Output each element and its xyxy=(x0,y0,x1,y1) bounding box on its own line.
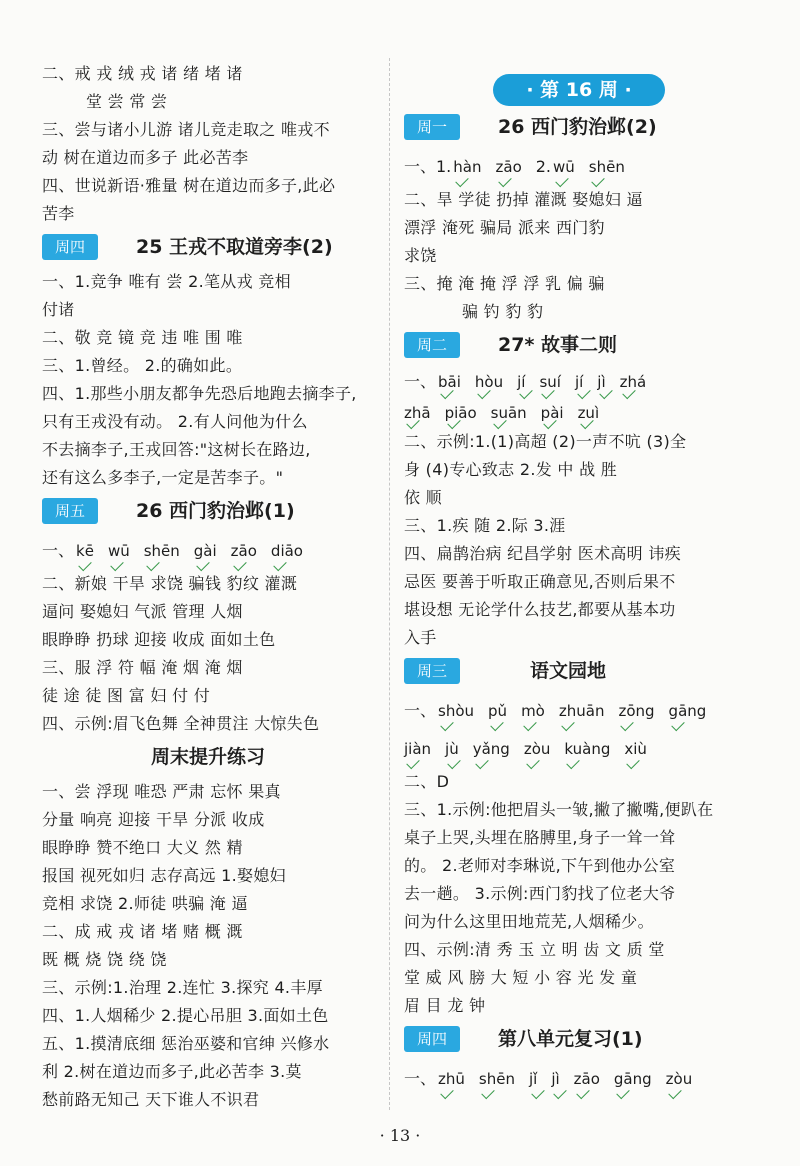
block-r1 xyxy=(404,186,754,326)
block-l4 xyxy=(42,778,374,1114)
block-l1 xyxy=(42,60,374,228)
answer-line: 堪设想 无论学什么技艺,都要从基本功 xyxy=(404,600,676,619)
left-column xyxy=(42,60,374,1114)
answer-line: 苦李 xyxy=(42,204,75,223)
section-header xyxy=(404,112,754,142)
lesson-title: 26 西门豹治邺(1) xyxy=(136,500,295,522)
week-banner: · 第 16 周 · xyxy=(493,74,665,106)
pinyin-answer: hòu xyxy=(475,366,503,398)
answer-line: 眉 目 龙 钟 xyxy=(404,996,486,1015)
pinyin-answer: hàn xyxy=(453,148,481,186)
day-badge: 周四 xyxy=(404,1026,460,1052)
section-header xyxy=(42,742,374,772)
column-divider xyxy=(389,58,390,1110)
day-badge: 周五 xyxy=(42,498,98,524)
answer-line: 漂浮 淹死 骗局 派来 西门豹 xyxy=(404,218,605,237)
answer-line: 堂 威 风 膀 大 短 小 容 光 发 童 xyxy=(404,968,638,987)
pinyin-answer: pài xyxy=(541,398,564,428)
pinyin-answer: piāo xyxy=(445,398,477,428)
pinyin-answer: zhā xyxy=(404,398,431,428)
block-r2 xyxy=(404,428,754,652)
pinyin-row xyxy=(404,148,754,186)
pinyin-answer: kuàng xyxy=(564,730,610,768)
pinyin-answer: suān xyxy=(491,398,527,428)
pinyin-row xyxy=(404,1060,754,1098)
answer-line: 只有王戎没有动。 2.有人问他为什么 xyxy=(42,412,308,431)
pinyin-row xyxy=(404,692,754,730)
pinyin-answer: wū xyxy=(108,532,130,570)
answer-line: 身 (4)专心致志 2.发 中 战 胜 xyxy=(404,460,618,479)
answer-line: 三、服 浮 符 幅 淹 烟 淹 烟 xyxy=(42,658,243,677)
answer-line: 桌子上哭,头埋在胳膊里,身子一耸一耸 xyxy=(404,828,676,847)
answer-line: 二、示例:1.(1)高超 (2)一声不吭 (3)全 xyxy=(404,432,687,451)
answer-line: 不去摘李子,王戎回答:"这树长在路边, xyxy=(42,440,311,459)
question-number: 2. xyxy=(535,157,552,176)
lesson-title: 语文园地 xyxy=(530,660,607,682)
section-header xyxy=(404,1024,754,1054)
pinyin-answer: zāo xyxy=(496,148,522,186)
pinyin-answer: xiù xyxy=(624,730,647,768)
pinyin-answer: shēn xyxy=(589,148,625,186)
pinyin-row xyxy=(404,366,754,398)
answer-line: 二、戒 戎 绒 戎 诸 绪 堵 诸 xyxy=(42,64,243,83)
answer-line: 忌医 要善于听取正确意见,否则后果不 xyxy=(404,572,676,591)
pinyin-row xyxy=(404,398,754,428)
answer-line: 骗 钓 豹 豹 xyxy=(462,302,544,321)
pinyin-answer: jiàn xyxy=(404,730,431,768)
answer-line: 二、旱 学徒 扔掉 灌溉 娶媳妇 逼 xyxy=(404,190,643,209)
answer-line: 眼睁睁 赞不绝口 大义 然 精 xyxy=(42,838,243,857)
pinyin-answer: zhá xyxy=(620,366,647,398)
lesson-title: 26 西门豹治邺(2) xyxy=(498,116,657,138)
answer-line: 利 2.树在道边而多子,此必苦李 3.莫 xyxy=(42,1062,302,1081)
answer-line: 竞相 求饶 2.师徒 哄骗 淹 逼 xyxy=(42,894,248,913)
answer-line: 三、1.示例:他把眉头一皱,撇了撇嘴,便趴在 xyxy=(404,800,714,819)
pinyin-answer: pǔ xyxy=(488,692,507,730)
weekend-title: 周末提升练习 xyxy=(150,746,265,768)
pinyin-answer: gāng xyxy=(614,1060,652,1098)
answer-line: 四、示例:清 秀 玉 立 明 齿 文 质 堂 xyxy=(404,940,665,959)
section-header xyxy=(42,496,374,526)
answer-line: 动 树在道边而多子 此必苦李 xyxy=(42,148,249,167)
answer-line: 入手 xyxy=(404,628,437,647)
right-column xyxy=(404,66,754,1098)
answer-line: 四、世说新语·雅量 树在道边而多子,此必 xyxy=(42,176,336,195)
section-header xyxy=(404,656,754,686)
question-number: 一、 xyxy=(404,1069,437,1088)
answer-line: 三、尝与诸小儿游 诸儿竞走取之 唯戎不 xyxy=(42,120,330,139)
answer-line: 二、成 戒 戎 诸 堵 赌 概 溉 xyxy=(42,922,243,941)
pinyin-row xyxy=(404,730,754,768)
answer-line: 四、1.人烟稀少 2.提心吊胆 3.面如土色 xyxy=(42,1006,329,1025)
pinyin-answer: shēn xyxy=(144,532,180,570)
lesson-title: 27* 故事二则 xyxy=(498,334,617,356)
pinyin-answer: zuì xyxy=(578,398,600,428)
pinyin-answer: diāo xyxy=(271,532,303,570)
pinyin-answer: zāo xyxy=(231,532,257,570)
block-l2 xyxy=(42,268,374,492)
answer-line: 徒 途 徒 图 富 妇 付 付 xyxy=(42,686,211,705)
answer-line: 三、1.疾 随 2.际 3.涯 xyxy=(404,516,566,535)
answer-line: 一、尝 浮现 唯恐 严肃 忘怀 果真 xyxy=(42,782,281,801)
lesson-title: 25 王戎不取道旁李(2) xyxy=(136,236,333,258)
answer-line: 逼问 娶媳妇 气派 管理 人烟 xyxy=(42,602,243,621)
pinyin-answer: jì xyxy=(597,366,605,398)
pinyin-answer: jí xyxy=(575,366,583,398)
section-header xyxy=(42,232,374,262)
answer-line: 依 顺 xyxy=(404,488,442,507)
answer-line: 三、1.曾经。 2.的确如此。 xyxy=(42,356,243,375)
answer-line: 堂 尝 常 尝 xyxy=(86,92,168,111)
pinyin-answer: kē xyxy=(76,532,94,570)
pinyin-answer: shòu xyxy=(438,692,474,730)
answer-line: 三、掩 淹 掩 浮 浮 乳 偏 骗 xyxy=(404,274,605,293)
pinyin-answer: jì xyxy=(551,1060,559,1098)
answer-line: 二、新娘 干旱 求饶 骗钱 豹纹 灌溉 xyxy=(42,574,298,593)
day-badge: 周一 xyxy=(404,114,460,140)
pinyin-answer: zōng xyxy=(618,692,654,730)
section-header xyxy=(404,330,754,360)
answer-line: 的。 2.老师对李琳说,下午到他办公室 xyxy=(404,856,676,875)
answer-line: 问为什么这里田地荒芜,人烟稀少。 xyxy=(404,912,654,931)
answer-line: 二、敬 竞 镜 竞 违 唯 围 唯 xyxy=(42,328,243,347)
pinyin-row xyxy=(42,532,374,570)
answer-line: 三、示例:1.治理 2.连忙 3.探究 4.丰厚 xyxy=(42,978,323,997)
pinyin-answer: suí xyxy=(539,366,561,398)
answer-line: 四、扁鹊治病 纪昌学射 医术高明 讳疾 xyxy=(404,544,681,563)
page-number: · 13 · xyxy=(379,1126,421,1145)
answer-line: 报国 视死如归 志存高远 1.娶媳妇 xyxy=(42,866,286,885)
answer-line: 还有这么多李子,一定是苦李子。" xyxy=(42,468,284,487)
answer-line: 眼睁睁 扔球 迎接 收成 面如土色 xyxy=(42,630,276,649)
pinyin-answer: zòu xyxy=(666,1060,693,1098)
answer-line: 分量 响亮 迎接 干旱 分派 收成 xyxy=(42,810,265,829)
answer-line: 既 概 烧 饶 绕 饶 xyxy=(42,950,167,969)
answer-line: 付诸 xyxy=(42,300,75,319)
question-number: 一、 xyxy=(404,701,437,720)
pinyin-answer: yǎng xyxy=(473,730,510,768)
question-number: 一、 xyxy=(42,541,75,560)
answer-line: 一、1.竞争 唯有 尝 2.笔从戎 竞相 xyxy=(42,272,291,291)
pinyin-answer: bāi xyxy=(438,366,461,398)
answer-line: 求饶 xyxy=(404,246,437,265)
answer-line: 五、1.摸清底细 惩治巫婆和官绅 兴修水 xyxy=(42,1034,330,1053)
answer-line: 去一趟。 3.示例:西门豹找了位老大爷 xyxy=(404,884,676,903)
pinyin-answer: gài xyxy=(194,532,217,570)
answer-line: 四、示例:眉飞色舞 全神贯注 大惊失色 xyxy=(42,714,320,733)
question-number: 一、 xyxy=(404,372,437,391)
day-badge: 周三 xyxy=(404,658,460,684)
lesson-title: 第八单元复习(1) xyxy=(498,1028,643,1050)
pinyin-answer: zòu xyxy=(524,730,551,768)
answer-line: 四、1.那些小朋友都争先恐后地跑去摘李子, xyxy=(42,384,357,403)
pinyin-answer: zhuān xyxy=(559,692,605,730)
pinyin-answer: jǐ xyxy=(529,1060,537,1098)
block-r3 xyxy=(404,768,754,1020)
pinyin-answer: jù xyxy=(445,730,459,768)
block-l3 xyxy=(42,570,374,738)
day-badge: 周四 xyxy=(42,234,98,260)
pinyin-answer: gāng xyxy=(669,692,707,730)
pinyin-answer: jí xyxy=(517,366,525,398)
pinyin-answer: shēn xyxy=(479,1060,515,1098)
pinyin-answer: mò xyxy=(521,692,545,730)
pinyin-answer: wū xyxy=(553,148,575,186)
pinyin-answer: zāo xyxy=(574,1060,600,1098)
answer-line: 二、D xyxy=(404,772,450,791)
pinyin-answer: zhū xyxy=(438,1060,465,1098)
answer-line: 愁前路无知己 天下谁人不识君 xyxy=(42,1090,260,1109)
day-badge: 周二 xyxy=(404,332,460,358)
question-number: 一、1. xyxy=(404,157,452,176)
